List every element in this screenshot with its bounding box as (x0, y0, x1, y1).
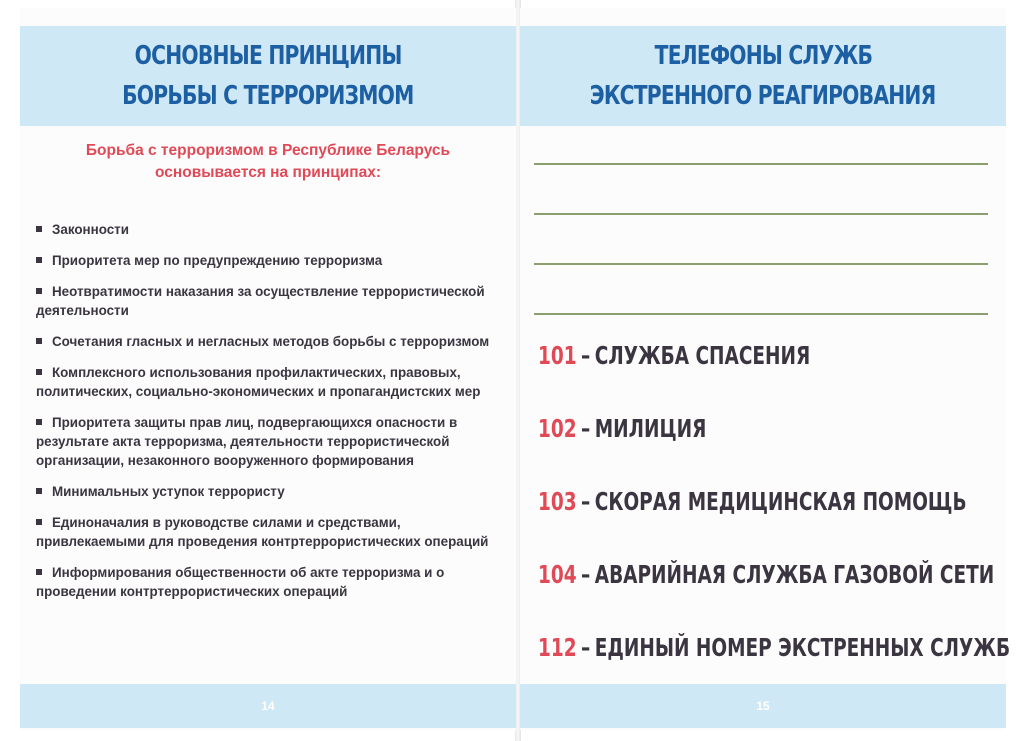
bullet-icon (36, 519, 42, 525)
principle-item: Сочетания гласных и негласных методов борьбы с терроризмом (36, 332, 510, 351)
emergency-service-102 (538, 408, 1002, 448)
service-dash: – (581, 340, 591, 370)
right-page (520, 8, 1011, 730)
service-dash: – (581, 559, 591, 589)
service-number: 104 (538, 559, 577, 589)
service-name: МИЛИЦИЯ (594, 413, 707, 443)
bullet-icon (36, 338, 42, 344)
write-in-line (534, 163, 988, 165)
principle-item: Минимальных уступок террористу (36, 482, 510, 501)
principle-item: Приоритета защиты прав лиц, подвергающихся опасности в результате акта терроризма, деятельности террористической организации, незаконного вооруженного формирования (36, 415, 458, 468)
bullet-icon (36, 226, 42, 232)
bullet-icon (36, 488, 42, 494)
right-page-header (520, 26, 1006, 126)
page-number: 15 (756, 699, 770, 713)
emergency-service-101 (538, 335, 1002, 375)
write-in-line (534, 213, 988, 215)
bullet-icon (36, 288, 42, 294)
right-title-line-2: ЭКСТРЕННОГО РЕАГИРОВАНИЯ (590, 81, 936, 111)
principle-item: Неотвратимости наказания за осуществление террористической деятельности (36, 284, 485, 318)
principles-intro (40, 140, 496, 184)
principle-item: Единоначалия в руководстве силами и средствами, привлекаемыми для проведения контртеррористических операций (36, 515, 489, 549)
bullet-icon (36, 369, 42, 375)
principles-list (36, 220, 510, 613)
service-number: 102 (538, 413, 577, 443)
principle-item: Информирования общественности об акте терроризма и о проведении контртеррористических операций (36, 565, 445, 599)
service-name: ЕДИНЫЙ НОМЕР ЭКСТРЕННЫХ СЛУЖБ (594, 632, 1011, 662)
emergency-service-103 (538, 481, 1002, 521)
service-number: 103 (538, 486, 577, 516)
service-dash: – (581, 632, 591, 662)
emergency-service-104 (538, 554, 1002, 594)
principle-item: Законности (36, 220, 510, 239)
intro-line-1: Борьба с терроризмом в Республике Беларусь (85, 142, 451, 159)
principle-item: Приоритета мер по предупреждению терроризма (36, 251, 510, 270)
service-dash: – (581, 486, 591, 516)
bullet-icon (36, 569, 42, 575)
right-title-line-1: ТЕЛЕФОНЫ СЛУЖБ (654, 41, 872, 71)
bullet-icon (36, 257, 42, 263)
write-in-line (534, 313, 988, 315)
write-in-line (534, 263, 988, 265)
service-number: 112 (538, 632, 577, 662)
left-page-header (20, 26, 516, 126)
page-number: 14 (261, 699, 275, 713)
left-title-line-1: ОСНОВНЫЕ ПРИНЦИПЫ (134, 41, 402, 71)
principle-item: Комплексного использования профилактических, правовых, политических, социально-экономических и пропагандистских мер (36, 365, 481, 399)
emergency-service-112 (538, 627, 1011, 667)
right-page-footer (520, 684, 1006, 728)
left-page-footer (20, 684, 516, 728)
service-name: СКОРАЯ МЕДИЦИНСКАЯ ПОМОЩЬ (594, 486, 967, 516)
intro-line-2: основывается на принципах: (154, 164, 382, 181)
service-name: АВАРИЙНАЯ СЛУЖБА ГАЗОВОЙ СЕТИ (594, 559, 995, 589)
left-title-line-2: БОРЬБЫ С ТЕРРОРИЗМОМ (122, 81, 414, 111)
bullet-icon (36, 419, 42, 425)
left-page (20, 8, 516, 730)
service-number: 101 (538, 340, 577, 370)
service-name: СЛУЖБА СПАСЕНИЯ (594, 340, 811, 370)
service-dash: – (581, 413, 591, 443)
